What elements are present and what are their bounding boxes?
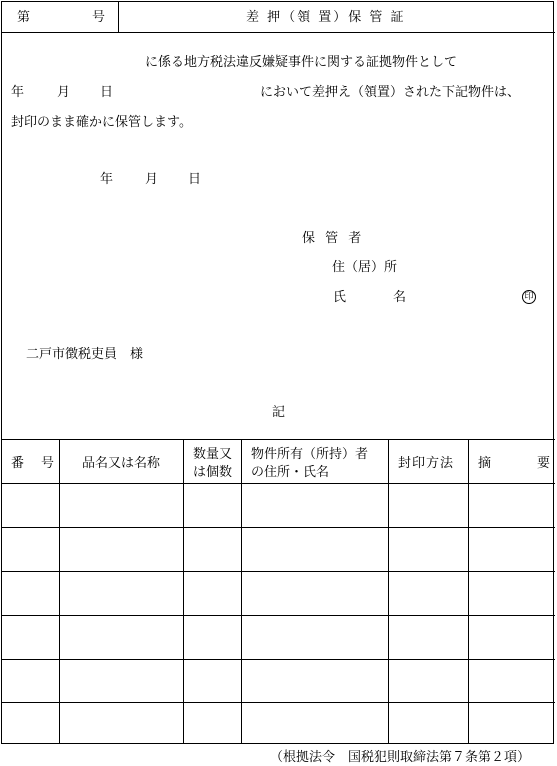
- th-item-name: 品名又は名称: [82, 456, 161, 471]
- statement-line3: 封印のまま確かに保管します。: [11, 115, 192, 130]
- th-summary-2: 要: [537, 456, 551, 471]
- header-row-bottom: [2, 483, 555, 484]
- date-month: 月: [145, 172, 159, 187]
- custodian-title: 保 管 者: [302, 231, 365, 246]
- th-quantity-line1: 数量又: [193, 447, 233, 462]
- custodian-name-label-1: 氏: [333, 290, 347, 305]
- seal-mark-icon: 印: [522, 290, 536, 304]
- header-divider: [118, 2, 119, 32]
- row-line-3: [2, 615, 555, 616]
- col-divider-3: [241, 439, 242, 744]
- th-owner-line2: の住所・氏名: [251, 465, 330, 480]
- col-divider-5: [468, 439, 469, 744]
- form-frame: [1, 1, 554, 744]
- form-title: 差 押（領 置）保 管 証: [246, 10, 406, 25]
- th-number-1: 番: [11, 456, 25, 471]
- row-line-4: [2, 659, 555, 660]
- date-year: 年: [100, 172, 114, 187]
- th-number-2: 号: [41, 456, 55, 471]
- th-summary-1: 摘: [478, 456, 492, 471]
- th-owner-line1: 物件所有（所持）者: [251, 447, 369, 462]
- custodian-address-label: 住（居）所: [332, 260, 398, 275]
- statement-year: 年: [11, 85, 25, 100]
- legal-basis-footer: （根拠法令 国税犯則取締法第７条第２項）: [270, 750, 531, 765]
- ki-marker: 記: [272, 405, 286, 420]
- col-divider-1: [59, 439, 60, 744]
- statement-line2: において差押え（領置）された下記物件は、: [260, 85, 521, 100]
- row-line-1: [2, 527, 555, 528]
- statement-month: 月: [57, 85, 71, 100]
- col-divider-4: [388, 439, 389, 744]
- row-line-5: [2, 702, 555, 703]
- number-prefix: 第: [17, 10, 31, 25]
- addressee: 二戸市徴税吏員 様: [26, 347, 144, 362]
- table-top-border: [2, 439, 555, 440]
- custodian-name-label-2: 名: [393, 290, 407, 305]
- number-suffix: 号: [92, 10, 106, 25]
- statement-day: 日: [100, 85, 114, 100]
- form-header: [2, 2, 555, 33]
- statement-line1: に係る地方税法違反嫌疑事件に関する証拠物件として: [145, 55, 458, 70]
- col-divider-2: [183, 439, 184, 744]
- th-quantity-line2: は個数: [193, 465, 233, 480]
- row-line-2: [2, 571, 555, 572]
- date-day: 日: [188, 172, 202, 187]
- th-seal-method: 封印方法: [398, 456, 455, 471]
